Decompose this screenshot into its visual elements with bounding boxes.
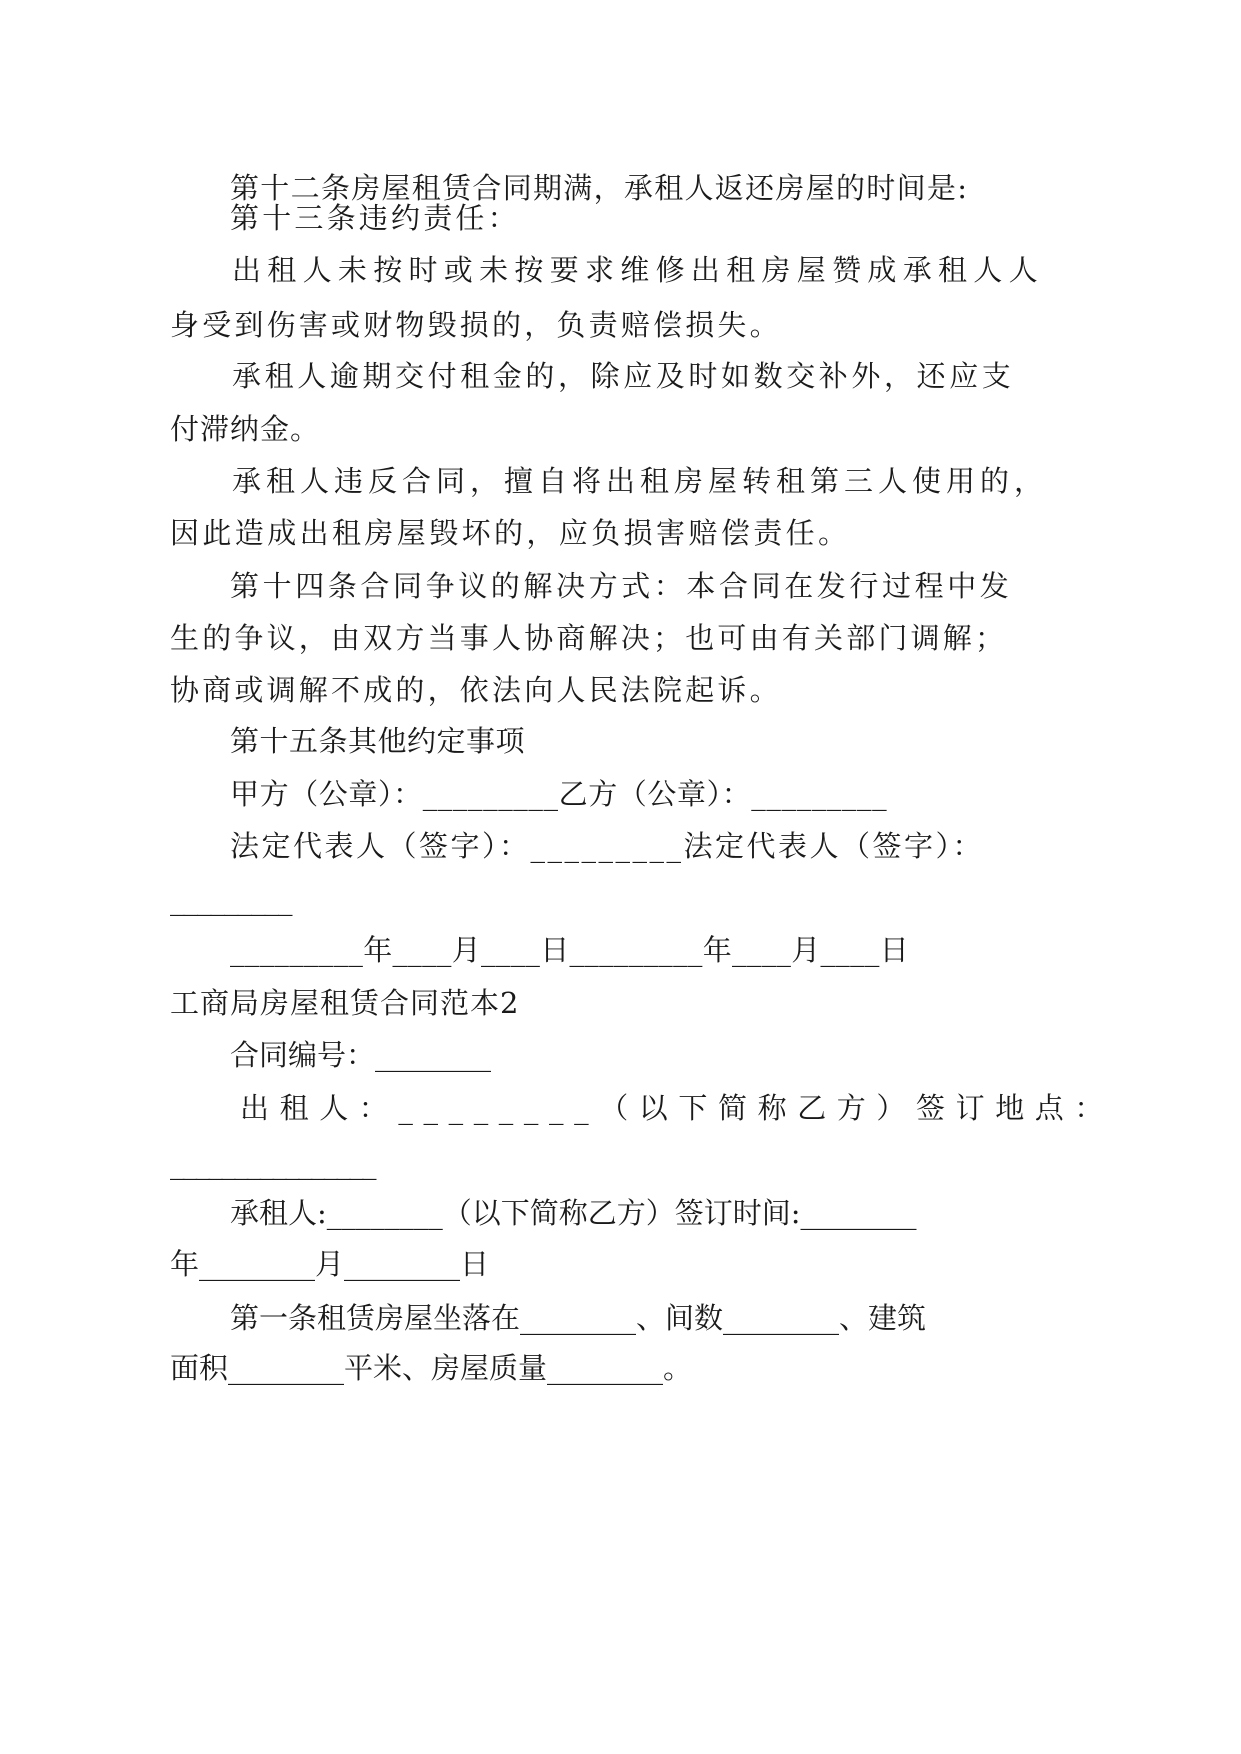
signing-time-date: 年________月________日	[170, 1247, 490, 1281]
party-seal-line: 甲方（公章）：_________乙方（公章）：_________	[230, 777, 888, 811]
article-1-line1: 第一条租赁房屋坐落在________、间数________、建筑	[230, 1301, 927, 1335]
article-1-line2: 面积________平米、房屋质量________。	[170, 1351, 693, 1385]
lessee-line: 承租人:________（以下简称乙方）签订时间:________	[230, 1196, 917, 1230]
clause-13-para2-line1: 承租人逾期交付租金的，除应及时如数交补外，还应支	[232, 359, 1015, 393]
clause-13-heading: 第十三条违约责任：	[230, 201, 520, 235]
clause-13-para2-line2: 付滞纳金。	[170, 412, 321, 446]
template-2-title: 工商局房屋租赁合同范本2	[170, 986, 520, 1020]
clause-13-para1-line2: 身受到伤害或财物毁损的，负责赔偿损失。	[170, 308, 782, 342]
representative-sign-blank: _________	[170, 882, 292, 916]
clause-15-heading: 第十五条其他约定事项	[230, 724, 526, 758]
contract-number-line: 合同编号：________	[230, 1038, 492, 1072]
signing-date-line: _________年____月____日_________年____月____日	[230, 933, 909, 967]
clause-13-para1-line1: 出租人未按时或未按要求维修出租房屋赞成承租人人	[232, 253, 1044, 287]
signing-place-blank: ________________	[170, 1146, 375, 1180]
representative-sign-line: 法定代表人（签字）：_________法定代表人（签字）：	[230, 829, 985, 863]
clause-12-text: 第十二条房屋租赁合同期满，承租人返还房屋的时间是:	[230, 171, 969, 205]
clause-14-line1: 第十四条合同争议的解决方式：本合同在发行过程中发	[230, 569, 1013, 603]
lessor-line: 出租人：________（以下简称乙方）签订地点：	[240, 1091, 1115, 1125]
clause-13-para3-line1: 承租人违反合同，擅自将出租房屋转租第三人使用的，	[232, 464, 1049, 498]
clause-14-line2: 生的争议，由双方当事人协商解决；也可由有关部门调解；	[170, 621, 1008, 655]
clause-14-line3: 协商或调解不成的，依法向人民法院起诉。	[170, 673, 782, 707]
clause-13-para3-line2: 因此造成出租房屋毁坏的，应负损害赔偿责任。	[170, 516, 851, 550]
